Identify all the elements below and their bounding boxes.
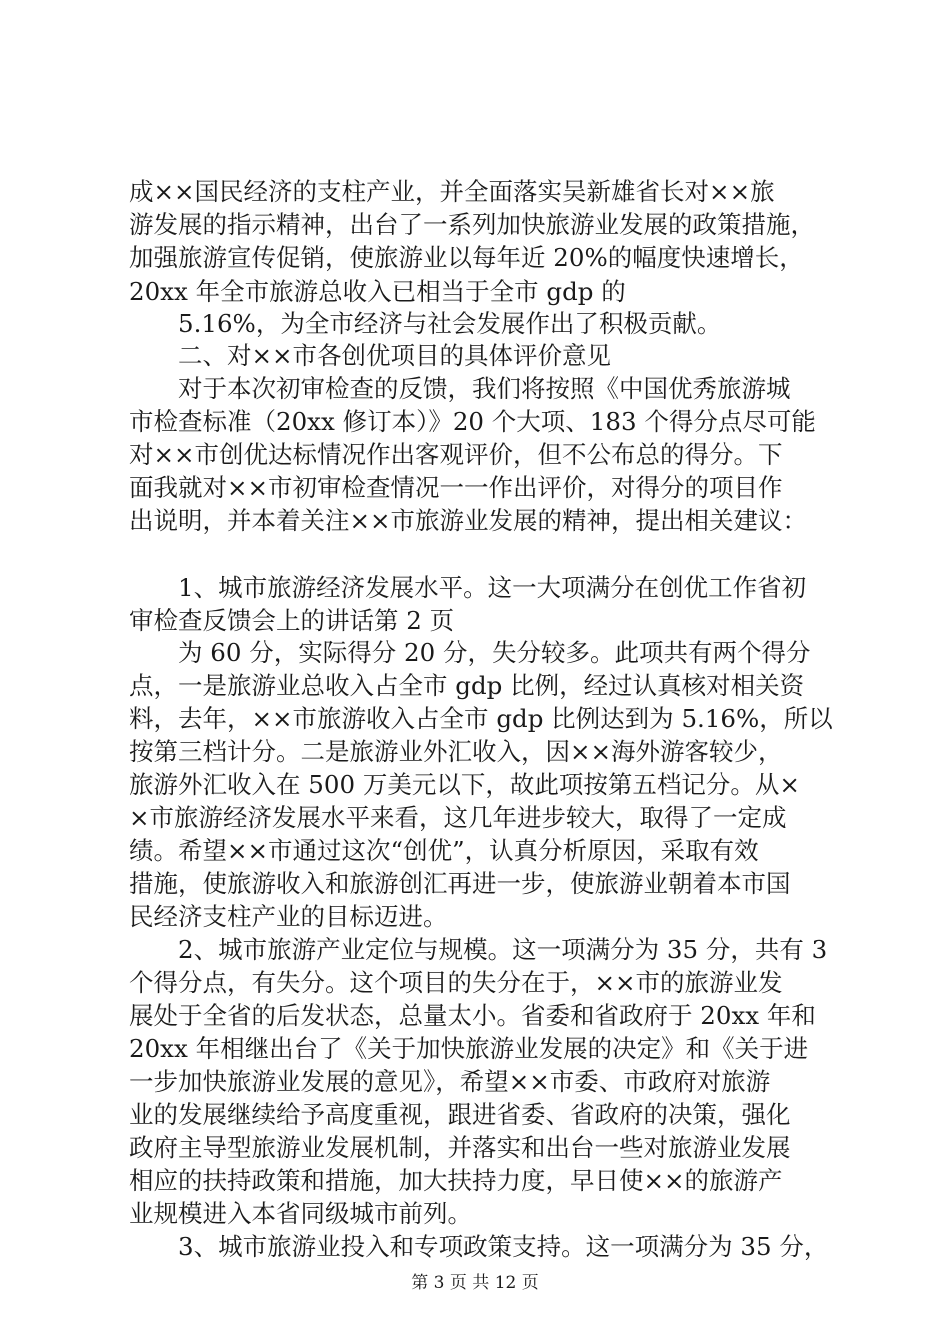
body-line: ×市旅游经济发展水平来看，这几年进步较大，取得了一定成 xyxy=(129,803,787,832)
page-footer: 第 3 页 共 12 页 xyxy=(411,1273,539,1293)
body-line: 20xx 年相继出台了《关于加快旅游业发展的决定》和《关于进 xyxy=(129,1034,809,1063)
body-line: 3、城市旅游业投入和专项政策支持。这一项满分为 35 分， xyxy=(129,1232,829,1261)
body-line: 政府主导型旅游业发展机制，并落实和出台一些对旅游业发展 xyxy=(129,1133,791,1162)
body-line: 面我就对××市初审检查情况一一作出评价，对得分的项目作 xyxy=(129,473,783,502)
body-line: 展处于全省的后发状态，总量太小。省委和省政府于 20xx 年和 xyxy=(129,1001,816,1030)
body-line: 游发展的指示精神，出台了一系列加快旅游业发展的政策措施， xyxy=(129,210,815,239)
body-line: 出说明，并本着关注××市旅游业发展的精神，提出相关建议： xyxy=(129,506,808,535)
body-line: 料，去年，××市旅游收入占全市 gdp 比例达到为 5.16%，所以 xyxy=(129,704,833,733)
body-line: 绩。希望××市通过这次“创优”，认真分析原因，采取有效 xyxy=(129,836,759,865)
body-line: 成××国民经济的支柱产业，并全面落实吴新雄省长对××旅 xyxy=(129,177,775,206)
body-line: 5.16%，为全市经济与社会发展作出了积极贡献。 xyxy=(129,309,722,338)
body-line: 20xx 年全市旅游总收入已相当于全市 gdp 的 xyxy=(129,277,626,306)
body-line: 市检查标准（20xx 修订本）》20 个大项、183 个得分点尽可能 xyxy=(129,407,816,436)
body-line: 加强旅游宣传促销，使旅游业以每年近 20%的幅度快速增长， xyxy=(129,243,804,272)
body-line: 对于本次初审检查的反馈，我们将按照《中国优秀旅游城 xyxy=(129,374,791,403)
body-line: 审检查反馈会上的讲话第 2 页 xyxy=(129,606,455,635)
body-line: 对××市创优达标情况作出客观评价，但不公布总的得分。下 xyxy=(129,440,783,469)
body-line: 业的发展继续给予高度重视，跟进省委、省政府的决策，强化 xyxy=(129,1100,791,1129)
body-line: 1、城市旅游经济发展水平。这一大项满分在创优工作省初 xyxy=(129,573,807,602)
body-line: 相应的扶持政策和措施，加大扶持力度，早日使××的旅游产 xyxy=(129,1166,783,1195)
body-line: 点，一是旅游业总收入占全市 gdp 比例，经过认真核对相关资 xyxy=(129,671,805,700)
section-heading: 二、对××市各创优项目的具体评价意见 xyxy=(129,341,612,370)
body-line: 为 60 分，实际得分 20 分，失分较多。此项共有两个得分 xyxy=(129,638,811,667)
body-line: 措施，使旅游收入和旅游创汇再进一步，使旅游业朝着本市国 xyxy=(129,869,791,898)
body-line: 按第三档计分。二是旅游业外汇收入，因××海外游客较少， xyxy=(129,737,783,766)
body-line: 一步加快旅游业发展的意见》，希望××市委、市政府对旅游 xyxy=(129,1067,771,1096)
body-line: 个得分点，有失分。这个项目的失分在于，××市的旅游业发 xyxy=(129,968,783,997)
body-line: 2、城市旅游产业定位与规模。这一项满分为 35 分，共有 3 xyxy=(129,935,828,964)
body-line: 民经济支柱产业的目标迈进。 xyxy=(129,902,448,931)
body-line: 旅游外汇收入在 500 万美元以下，故此项按第五档记分。从× xyxy=(129,770,800,799)
body-line: 业规模进入本省同级城市前列。 xyxy=(129,1199,472,1228)
